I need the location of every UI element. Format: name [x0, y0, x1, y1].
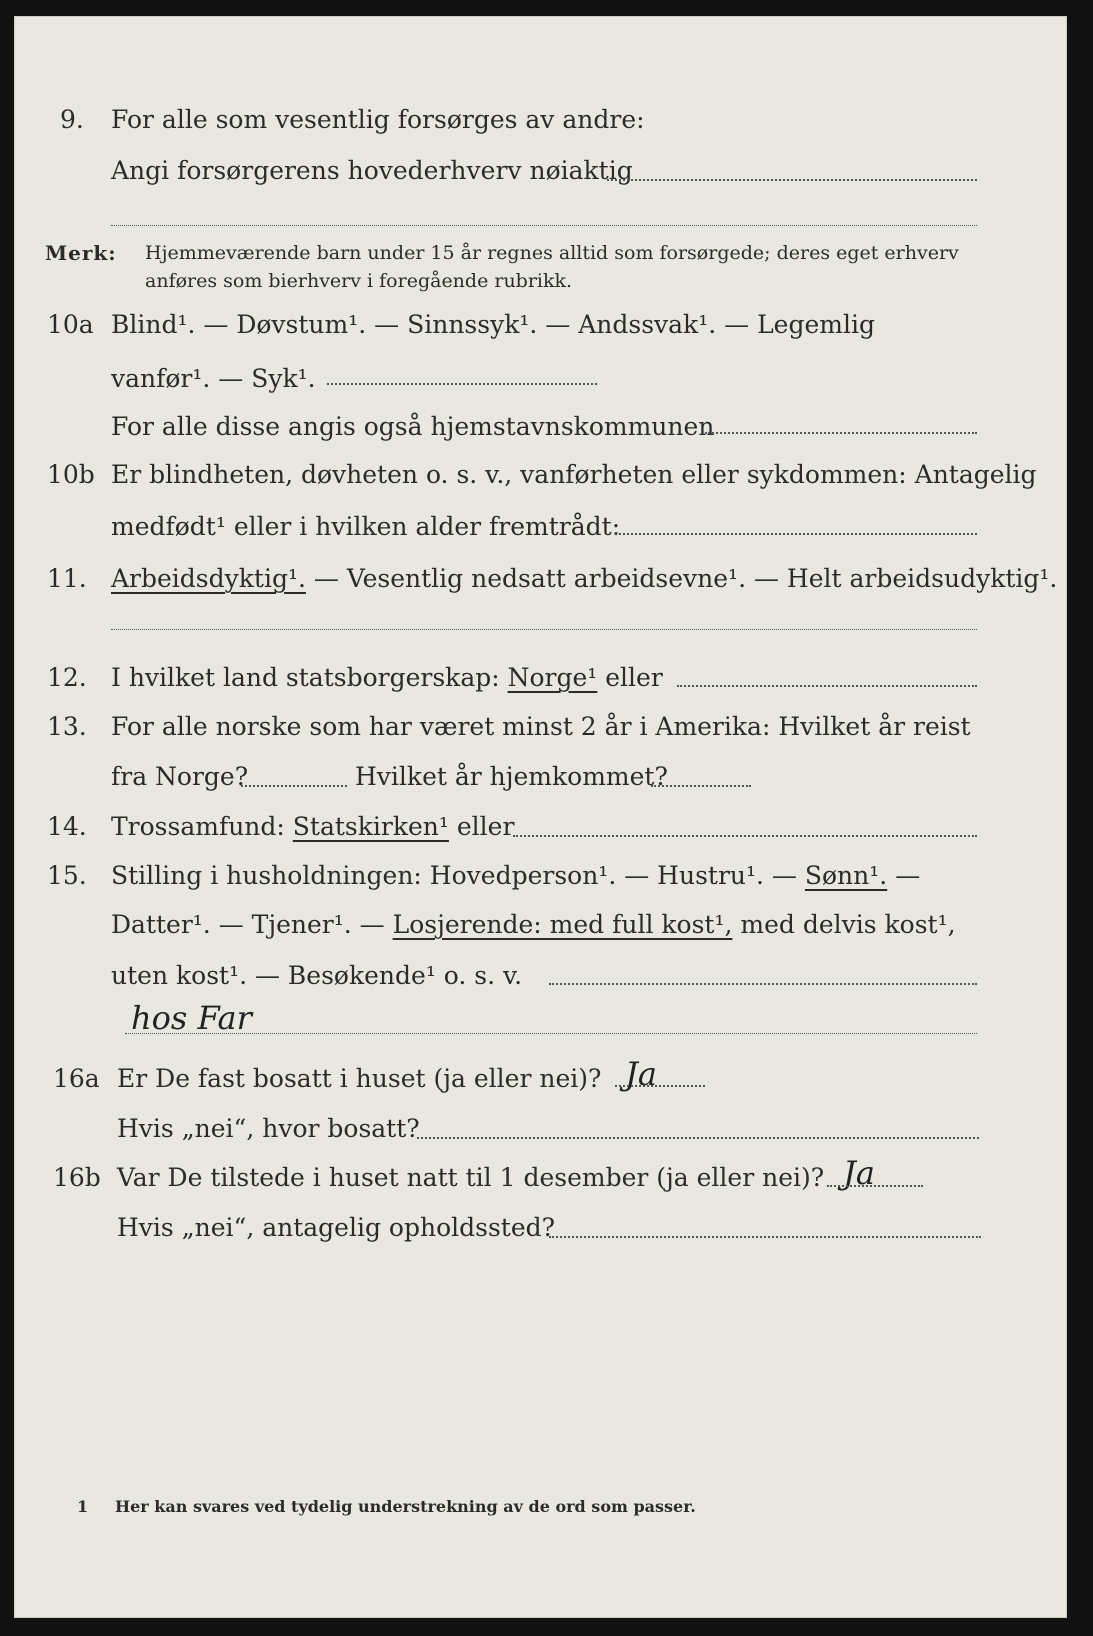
q15-line1-text: Stilling i husholdningen: Hovedperson¹. — Hustru¹. — — [111, 861, 797, 890]
q16b-number: 16b — [53, 1163, 101, 1192]
q10b-number: 10b — [47, 460, 95, 489]
q15-line2-text: Datter¹. — Tjener¹. — — [111, 910, 385, 939]
q15-answer-line[interactable] — [549, 983, 977, 985]
q16a-line1: Er De fast bosatt i huset (ja eller nei)? — [117, 1064, 602, 1093]
q10a-line2: vanfør¹. — Syk¹. — [111, 364, 316, 393]
q15-line1 — [111, 861, 920, 891]
q12-selected-answer[interactable]: Norge¹ — [507, 663, 598, 692]
merk-line2: anføres som bierhverv i foregående rubrikk. — [145, 270, 573, 292]
q10a-number: 10a — [47, 310, 94, 339]
q10a-hjemstavn-answer-line[interactable] — [705, 432, 977, 434]
q16b-opholdssted-answer-line[interactable] — [549, 1236, 981, 1238]
q16a-line2: Hvis „nei“, hvor bosatt? — [117, 1114, 420, 1143]
q15-handwritten-answer[interactable]: hos Far — [131, 999, 252, 1037]
q15-line3: uten kost¹. — Besøkende¹ o. s. v. — [111, 961, 523, 990]
q12-line — [111, 663, 663, 693]
q13-reist-answer-line[interactable] — [241, 785, 347, 787]
q11-line — [111, 564, 1057, 594]
q16a-bosatt-answer-line[interactable] — [417, 1137, 979, 1139]
q12-number: 12. — [47, 663, 87, 692]
q9-extra-line[interactable] — [111, 225, 977, 226]
q10b-answer-line[interactable] — [615, 533, 977, 535]
footnote-text: Her kan svares ved tydelig understrekning av de ord som passer. — [115, 1497, 696, 1516]
q16a-handwritten-answer[interactable]: Ja — [625, 1055, 657, 1093]
census-form-page — [14, 16, 1067, 1618]
q16a-answer-line[interactable] — [615, 1085, 705, 1087]
q16b-handwritten-answer[interactable]: Ja — [843, 1154, 875, 1192]
q15-line2 — [111, 910, 956, 940]
q15-extra-line[interactable] — [125, 1033, 977, 1034]
q11-extra-line[interactable] — [111, 629, 977, 630]
q9-answer-line[interactable] — [607, 179, 977, 181]
q10b-line2: medfødt¹ eller i hvilken alder fremtrådt: — [111, 512, 621, 541]
q16b-line2: Hvis „nei“, antagelig opholdssted? — [117, 1213, 556, 1242]
q10a-syk-answer-line[interactable] — [327, 383, 597, 385]
q15-line2-rest: med delvis kost¹, — [740, 910, 956, 939]
q14-answer-line[interactable] — [513, 835, 977, 837]
q12-answer-line[interactable] — [677, 685, 977, 687]
q12-question: I hvilket land statsborgerskap: — [111, 663, 500, 692]
q14-selected-answer[interactable]: Statskirken¹ — [292, 812, 449, 841]
q9-line1: For alle som vesentlig forsørges av andre: — [111, 105, 645, 134]
footnote-marker: 1 — [77, 1497, 89, 1516]
q11-number: 11. — [47, 564, 87, 593]
q11-other-options: — Vesentlig nedsatt arbeidsevne¹. — Helt arbeidsudyktig¹. — [313, 564, 1058, 593]
q15-line1-dash: — — [895, 861, 921, 890]
q16b-answer-line[interactable] — [827, 1185, 923, 1187]
q9-line2: Angi forsørgerens hovederhverv nøiaktig — [111, 156, 633, 185]
q10a-line3: For alle disse angis også hjemstavnskommunen — [111, 412, 715, 441]
merk-line1: Hjemmeværende barn under 15 år regnes alltid som forsørgede; deres eget erhverv — [145, 242, 959, 264]
q13-hjemkommet-answer-line[interactable] — [651, 785, 751, 787]
q15-selected-losjerende[interactable]: Losjerende: med full kost¹, — [392, 910, 733, 939]
q11-selected-option[interactable]: Arbeidsdyktig¹. — [111, 564, 306, 593]
q12-eller: eller — [605, 663, 663, 692]
q14-line — [111, 812, 514, 842]
q13-line1: For alle norske som har været minst 2 år i Amerika: Hvilket år reist — [111, 712, 971, 741]
q13-line2a: fra Norge? — [111, 762, 249, 791]
q10b-line1: Er blindheten, døvheten o. s. v., vanførheten eller sykdommen: Antagelig — [111, 460, 1037, 489]
q15-number: 15. — [47, 861, 87, 890]
q15-selected-sonn[interactable]: Sønn¹. — [804, 861, 888, 890]
q13-line2b: Hvilket år hjemkommet? — [355, 762, 668, 791]
q14-eller: eller — [456, 812, 515, 841]
q16a-number: 16a — [53, 1064, 100, 1093]
q13-number: 13. — [47, 712, 87, 741]
q14-number: 14. — [47, 812, 87, 841]
q9-number: 9. — [60, 105, 84, 134]
q10a-line1: Blind¹. — Døvstum¹. — Sinnssyk¹. — Andssvak¹. — Legemlig — [111, 310, 875, 339]
merk-label: Merk: — [45, 241, 117, 265]
q14-question: Trossamfund: — [111, 812, 285, 841]
q16b-line1: Var De tilstede i huset natt til 1 desember (ja eller nei)? — [117, 1163, 825, 1192]
